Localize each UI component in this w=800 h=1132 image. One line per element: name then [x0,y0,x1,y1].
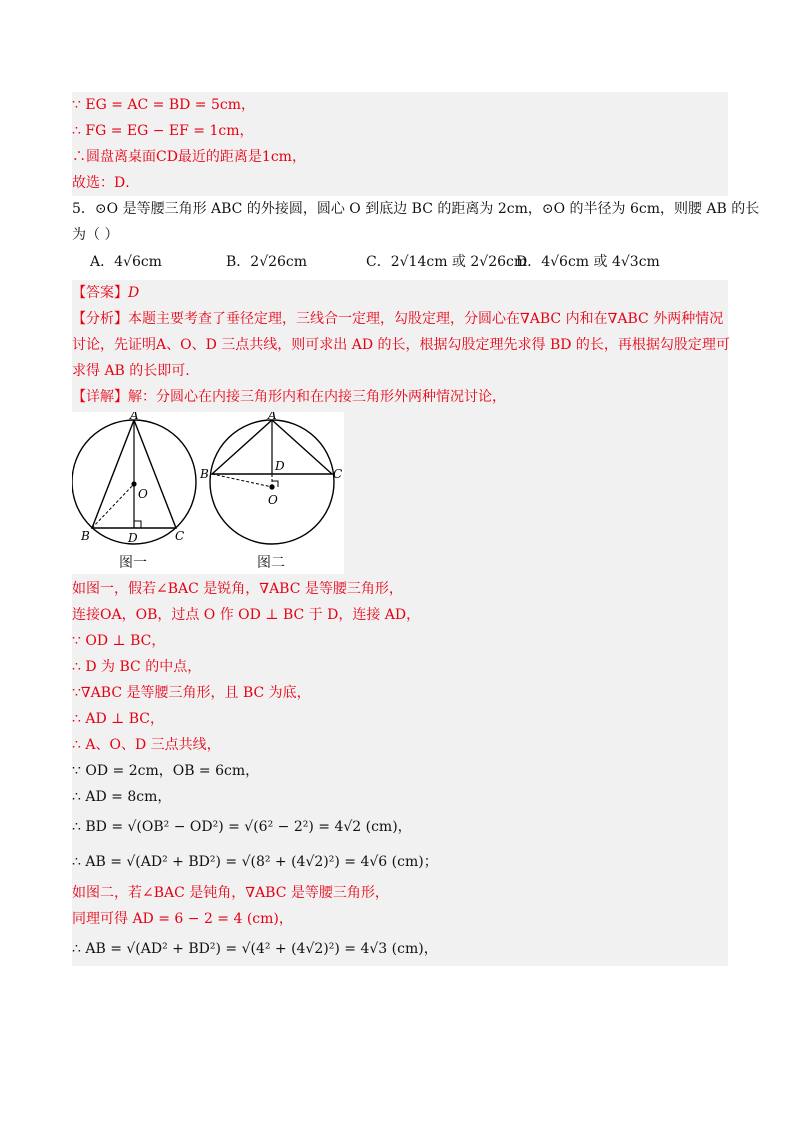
fig1-radius-ob [92,484,134,528]
top-line-1: ∵ EG = AC = BD = 5cm， [72,97,256,113]
fig1-label-a: A [130,412,139,422]
solution-line: ∴ AB = √(AD² + BD²) = √(4² + (4√2)²) = 4√3 (cm)， [72,941,438,957]
option-a: A．4√6cm [90,254,162,270]
fig1-label-b: B [81,529,90,543]
figure-two [199,412,342,544]
previous-solution-block [72,92,728,196]
fig1-label-c: C [175,529,185,543]
fig2-label-b: B [200,467,209,481]
solution-line: 如图二，若∠BAC 是钝角，∇ABC 是等腰三角形， [72,885,389,901]
option-d: D．4√6cm 或 4√3cm [516,254,660,270]
fig1-right-angle [134,521,141,528]
document-page [72,92,760,966]
solution-line: 连接OA，OB，过点 O 作 OD ⊥ BC 于 D，连接 AD， [72,607,421,623]
question-block [72,196,760,276]
solution-line: ∴ AD ⊥ BC， [72,711,165,727]
geometry-figures [72,412,344,574]
solution-line: 如图一，假若∠BAC 是锐角，∇ABC 是等腰三角形， [72,581,403,597]
detail-text: 解：分圆心在内接三角形内和在内接三角形外两种情况讨论， [128,389,506,405]
solution-line: ∵ OD ⊥ BC， [72,633,166,649]
solution-line: 同理可得 AD = 6 − 2 = 4 (cm)， [72,911,293,927]
top-line-3: ∴圆盘离桌面CD最近的距离是1cm， [72,149,306,165]
question-text-cont: 为（ ） [72,227,119,243]
analysis-label: 【分析】 [72,311,128,327]
fig2-center-dot [269,484,274,489]
fig1-label-o: O [138,487,148,501]
detail-line [72,384,728,410]
analysis-line-2: 讨论，先证明A、O、D 三点共线，则可求出 AD 的长，根据勾股定理先求得 BD 的长，再根据勾股定理可 [72,337,730,353]
top-line-2: ∴ FG = EG − EF = 1cm， [72,123,254,139]
analysis-text-1: 本题主要考查了垂径定理，三线合一定理，勾股定理，分圆心在∇ABC 内和在∇ABC 外两种情况 [128,311,724,327]
answer-label: 【答案】 [72,285,128,301]
solution-steps [72,576,728,966]
fig2-label-d: D [275,459,285,473]
solution-block [72,280,728,966]
fig2-label-o: O [268,493,278,507]
solution-line: ∵∇ABC 是等腰三角形，且 BC 为底， [72,685,311,701]
solution-line: ∴ AB = √(AD² + BD²) = √(8² + (4√2)²) = 4√6 (cm)； [72,854,438,870]
fig1-caption: 图一 [119,555,147,571]
answer-options [72,248,728,276]
answer-line [72,280,728,306]
option-c: C．2√14cm 或 2√26cm [366,254,528,270]
option-b: B．2√26cm [226,254,308,270]
fig2-caption: 图二 [257,555,285,571]
solution-line: ∴ A、O、D 三点共线， [72,737,221,753]
analysis-line-3: 求得 AB 的长即可. [72,363,190,379]
top-line-4: 故选：D． [72,175,140,191]
fig1-center-dot [131,481,136,486]
figures-svg [72,412,344,574]
solution-line: ∴ BD = √(OB² − OD²) = √(6² − 2²) = 4√2 (cm)， [72,819,412,835]
answer-value: D [128,285,140,301]
analysis-line-1 [72,306,728,332]
figure-one [72,412,196,545]
fig1-label-d: D [128,531,138,545]
solution-line: ∵ OD = 2cm，OB = 6cm， [72,763,260,779]
detail-label: 【详解】 [72,389,128,405]
solution-line: ∴ D 为 BC 的中点， [72,659,202,675]
solution-line: ∴ AD = 8cm， [72,789,172,805]
fig2-label-c: C [333,467,343,481]
question-text: 5．⊙O 是等腰三角形 ABC 的外接圆，圆心 O 到底边 BC 的距离为 2cm，⊙O 的半径为 6cm，则腰 AB 的长 [72,201,760,217]
fig2-label-a: A [268,412,277,422]
fig2-radius-ob [212,474,272,487]
